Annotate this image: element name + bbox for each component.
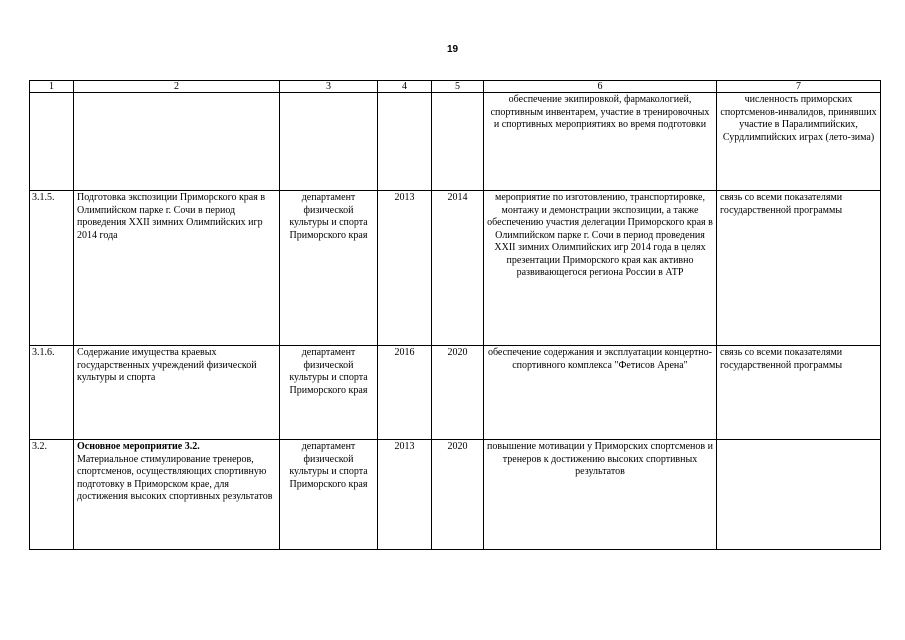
start-year: 2013 (378, 191, 432, 346)
indicator: связь со всеми показателями государственной программы (717, 191, 881, 346)
program-table (29, 80, 881, 550)
row-number: 3.1.5. (30, 191, 74, 346)
column-number: 5 (432, 81, 484, 93)
start-year: 2016 (378, 346, 432, 440)
end-year: 2014 (432, 191, 484, 346)
indicator: связь со всеми показателями государственной программы (717, 346, 881, 440)
row-number: 3.2. (30, 440, 74, 550)
executor (280, 93, 378, 191)
expected-result: обеспечение экипировкой, фармакологией, спортивным инвентарем, участие в тренировочных и спортивных мероприятиях во время подготовки (484, 93, 717, 191)
event-name-cell (74, 440, 280, 550)
column-number: 3 (280, 81, 378, 93)
column-number: 4 (378, 81, 432, 93)
column-number-row (30, 81, 881, 93)
row-number: 3.1.6. (30, 346, 74, 440)
end-year: 2020 (432, 440, 484, 550)
executor: департамент физической культуры и спорта Приморского края (280, 440, 378, 550)
page-number: 19 (446, 44, 459, 55)
expected-result: повышение мотивации у Приморских спортсменов и тренеров к достижению высоких спортивных результатов (484, 440, 717, 550)
start-year (378, 93, 432, 191)
event-name: Материальное стимулирование тренеров, спортсменов, осуществляющих спортивную подготовку в Приморском крае, для достижения высоких спортивных результатов (77, 453, 273, 502)
executor: департамент физической культуры и спорта Приморского края (280, 346, 378, 440)
column-number: 7 (717, 81, 881, 93)
indicator (717, 440, 881, 550)
expected-result: мероприятие по изготовлению, транспортировке, монтажу и демонстрации экспозиции, а также обеспечению участия делегации Приморского края в Олимпийском парке г. Сочи в период проведения XXII зимних Олимпийских игр 2014 года в целях презентации Приморского края как активно развивающегося региона России в АТР (484, 191, 717, 346)
event-name: Подготовка экспозиции Приморского края в Олимпийском парке г. Сочи в период проведения XXII зимних Олимпийских игр 2014 года (74, 191, 280, 346)
start-year: 2013 (378, 440, 432, 550)
executor: департамент физической культуры и спорта Приморского края (280, 191, 378, 346)
row-number (30, 93, 74, 191)
main-event-title: Основное мероприятие 3.2. (77, 441, 200, 452)
table-row (30, 191, 881, 346)
table-row (30, 93, 881, 191)
event-name (74, 93, 280, 191)
column-number: 1 (30, 81, 74, 93)
end-year (432, 93, 484, 191)
column-number: 6 (484, 81, 717, 93)
event-name: Содержание имущества краевых государственных учреждений физической культуры и спорта (74, 346, 280, 440)
indicator: численность приморских спортсменов-инвалидов, принявших участие в Паралимпийских, Сурдлимпийских играх (лето-зима) (717, 93, 881, 191)
end-year: 2020 (432, 346, 484, 440)
column-number: 2 (74, 81, 280, 93)
table-row (30, 440, 881, 550)
table-row (30, 346, 881, 440)
expected-result: обеспечение содержания и эксплуатации концертно-спортивного комплекса "Фетисов Арена" (484, 346, 717, 440)
